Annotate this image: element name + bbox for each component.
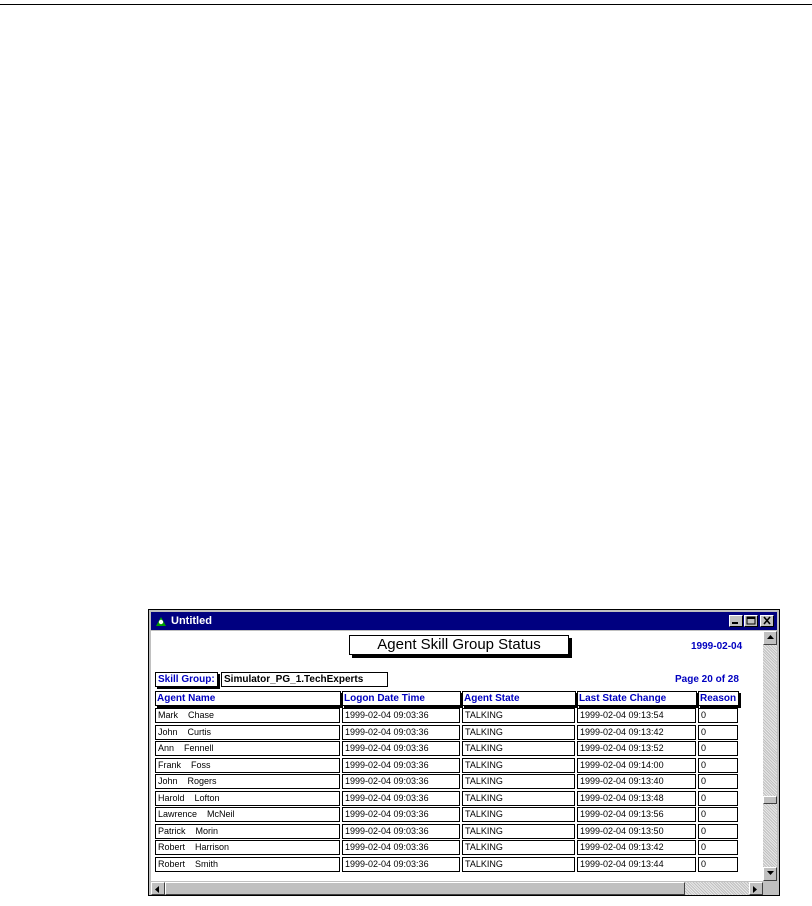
app-icon xyxy=(154,614,168,628)
vertical-scrollbar[interactable] xyxy=(763,631,777,881)
report-title: Agent Skill Group Status xyxy=(349,635,569,655)
cell-last-state-change: 1999-02-04 09:13:54 xyxy=(577,708,696,723)
cell-agent-name: Frank Foss xyxy=(155,758,340,773)
cell-agent-name: Patrick Morin xyxy=(155,824,340,839)
title-bar[interactable] xyxy=(151,612,777,630)
cell-agent-state: TALKING xyxy=(462,725,575,740)
cell-logon-date-time: 1999-02-04 09:03:36 xyxy=(342,741,460,756)
report-window xyxy=(148,609,780,896)
cell-reason: 0 xyxy=(698,758,738,773)
cell-agent-name: Harold Lofton xyxy=(155,791,340,806)
column-header-agent-state: Agent State xyxy=(462,691,576,706)
scroll-left-arrow-icon xyxy=(155,886,160,893)
minimize-icon xyxy=(731,616,741,625)
scroll-down-button[interactable] xyxy=(763,867,777,881)
cell-last-state-change: 1999-02-04 09:14:00 xyxy=(577,758,696,773)
vertical-scroll-thumb[interactable] xyxy=(763,796,777,804)
window-title: Untitled xyxy=(171,615,212,627)
scroll-up-button[interactable] xyxy=(763,631,777,645)
cell-last-state-change: 1999-02-04 09:13:56 xyxy=(577,807,696,822)
cell-agent-state: TALKING xyxy=(462,774,575,789)
cell-last-state-change: 1999-02-04 09:13:42 xyxy=(577,725,696,740)
cell-logon-date-time: 1999-02-04 09:03:36 xyxy=(342,857,460,872)
cell-reason: 0 xyxy=(698,824,738,839)
cell-agent-state: TALKING xyxy=(462,807,575,822)
cell-logon-date-time: 1999-02-04 09:03:36 xyxy=(342,791,460,806)
page-top-rule xyxy=(0,4,812,5)
cell-last-state-change: 1999-02-04 09:13:48 xyxy=(577,791,696,806)
cell-logon-date-time: 1999-02-04 09:03:36 xyxy=(342,725,460,740)
cell-last-state-change: 1999-02-04 09:13:42 xyxy=(577,840,696,855)
horizontal-scroll-thumb[interactable] xyxy=(165,882,685,895)
cell-reason: 0 xyxy=(698,725,738,740)
cell-agent-name: Mark Chase xyxy=(155,708,340,723)
cell-logon-date-time: 1999-02-04 09:03:36 xyxy=(342,840,460,855)
scroll-down-arrow-icon xyxy=(767,871,774,876)
cell-agent-state: TALKING xyxy=(462,741,575,756)
cell-logon-date-time: 1999-02-04 09:03:36 xyxy=(342,807,460,822)
maximize-button[interactable] xyxy=(744,615,758,627)
cell-agent-name: Lawrence McNeil xyxy=(155,807,340,822)
cell-last-state-change: 1999-02-04 09:13:44 xyxy=(577,857,696,872)
cell-last-state-change: 1999-02-04 09:13:52 xyxy=(577,741,696,756)
cell-agent-name: John Rogers xyxy=(155,774,340,789)
cell-last-state-change: 1999-02-04 09:13:50 xyxy=(577,824,696,839)
horizontal-scrollbar[interactable] xyxy=(151,882,763,895)
cell-logon-date-time: 1999-02-04 09:03:36 xyxy=(342,774,460,789)
cell-agent-name: Robert Smith xyxy=(155,857,340,872)
close-icon xyxy=(762,616,772,625)
column-header-logon-date-time: Logon Date Time xyxy=(342,691,461,706)
size-grip[interactable] xyxy=(763,882,777,895)
cell-reason: 0 xyxy=(698,807,738,822)
cell-agent-name: John Curtis xyxy=(155,725,340,740)
cell-agent-state: TALKING xyxy=(462,708,575,723)
cell-agent-state: TALKING xyxy=(462,824,575,839)
maximize-icon xyxy=(746,616,756,625)
cell-reason: 0 xyxy=(698,741,738,756)
cell-logon-date-time: 1999-02-04 09:03:36 xyxy=(342,758,460,773)
cell-last-state-change: 1999-02-04 09:13:40 xyxy=(577,774,696,789)
cell-agent-state: TALKING xyxy=(462,857,575,872)
cell-agent-state: TALKING xyxy=(462,791,575,806)
cell-logon-date-time: 1999-02-04 09:03:36 xyxy=(342,824,460,839)
cell-reason: 0 xyxy=(698,774,738,789)
page-indicator: Page 20 of 28 xyxy=(675,674,739,685)
report-canvas xyxy=(151,631,763,881)
close-button[interactable] xyxy=(760,615,774,627)
scroll-left-button[interactable] xyxy=(151,882,165,895)
report-date: 1999-02-04 xyxy=(691,641,743,652)
scroll-right-arrow-icon xyxy=(753,886,758,893)
cell-reason: 0 xyxy=(698,857,738,872)
cell-reason: 0 xyxy=(698,840,738,855)
minimize-button[interactable] xyxy=(729,615,743,627)
cell-agent-state: TALKING xyxy=(462,758,575,773)
cell-reason: 0 xyxy=(698,791,738,806)
cell-agent-name: Robert Harrison xyxy=(155,840,340,855)
cell-reason: 0 xyxy=(698,708,738,723)
scroll-right-button[interactable] xyxy=(749,882,763,895)
cell-agent-name: Ann Fennell xyxy=(155,741,340,756)
column-header-last-state-change: Last State Change xyxy=(577,691,697,706)
skill-group-value: Simulator_PG_1.TechExperts xyxy=(221,672,388,687)
column-header-reason: Reason xyxy=(698,691,739,706)
cell-agent-state: TALKING xyxy=(462,840,575,855)
column-header-agent-name: Agent Name xyxy=(155,691,341,706)
scroll-up-arrow-icon xyxy=(767,635,774,640)
skill-group-label: Skill Group: xyxy=(155,672,218,687)
cell-logon-date-time: 1999-02-04 09:03:36 xyxy=(342,708,460,723)
